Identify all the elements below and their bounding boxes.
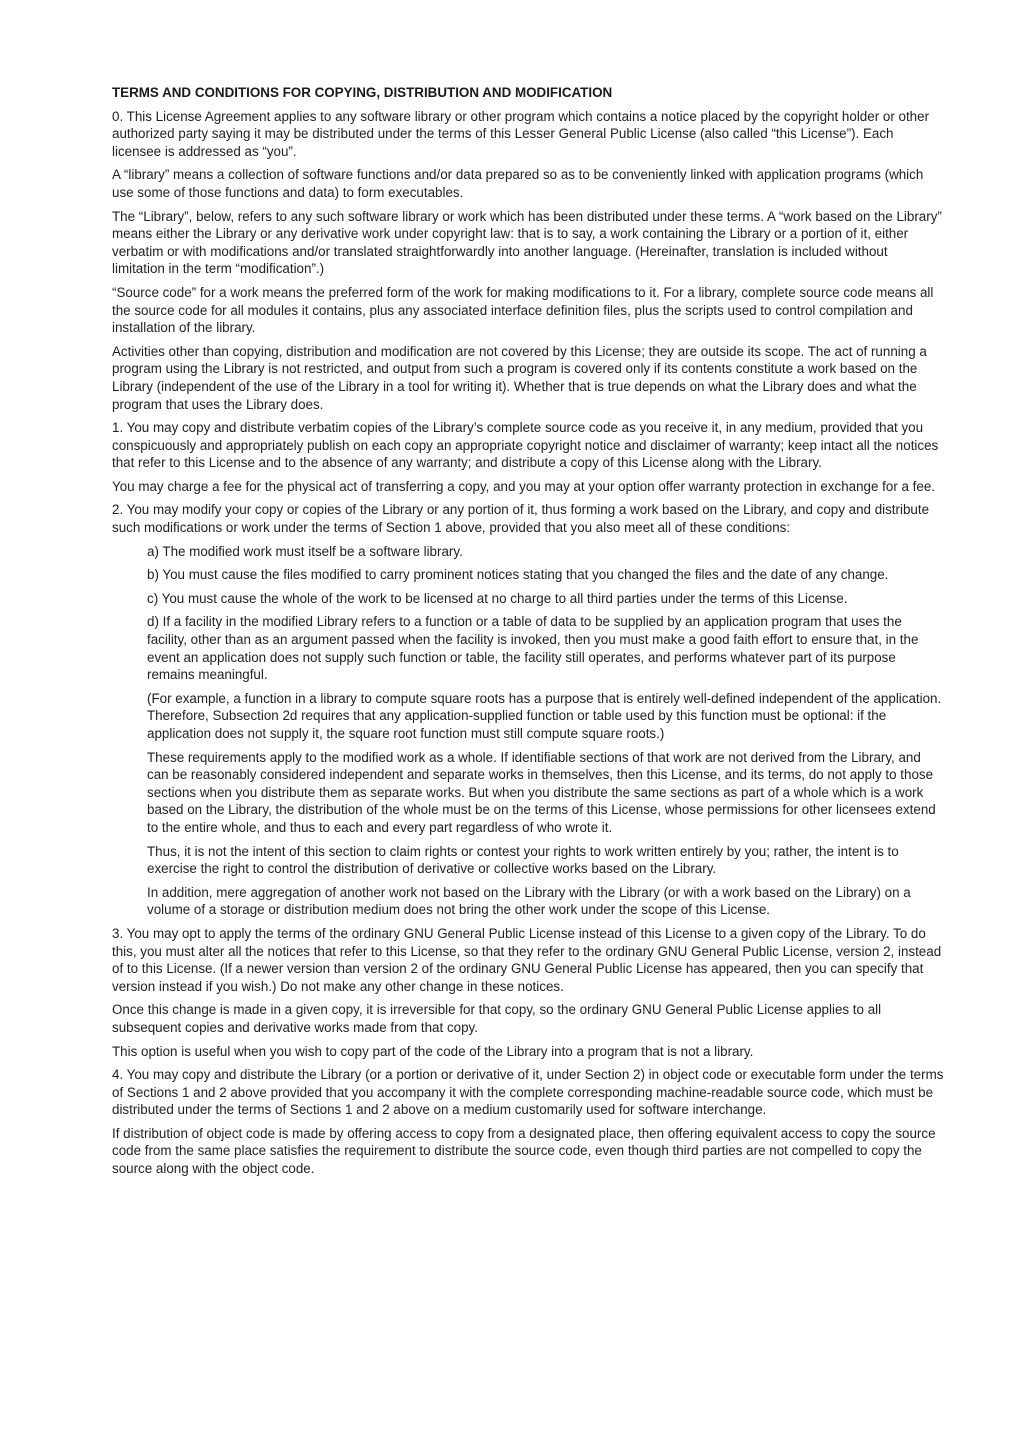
paragraph-example: (For example, a function in a library to compute square roots has a purpose that is entirely well-defined independent of the application. Therefore, Subsection 2d requires that any application-supplied function or table used by this function must be optional: if the application does not supply it, the square root function must still compute square roots.) xyxy=(147,690,942,741)
paragraph-fee: You may charge a fee for the physical act of transferring a copy, and you may at your option offer warranty protection in exchange for a fee. xyxy=(112,478,935,494)
paragraph-2b: b) You must cause the files modified to carry prominent notices stating that you changed the files and the date of any change. xyxy=(147,567,889,583)
paragraph-object-code: If distribution of object code is made by offering access to copy from a designated place, then offering equivalent access to copy the source code from the same place satisfies the requirement to distribute the source code, even though third parties are not compelled to copy the source along with the object code. xyxy=(112,1125,936,1177)
paragraph-4: 4. You may copy and distribute the Library (or a portion or derivative of it, under Section 2) in object code or executable form under the terms of Sections 1 and 2 above provided that you accompany it with the complete corresponding machine-readable source code, which must be distributed under the terms of Sections 1 and 2 above on a medium customarily used for software interchange. xyxy=(112,1067,944,1118)
paragraph-irreversible: Once this change is made in a given copy, it is irreversible for that copy, so the ordinary GNU General Public License applies to all subsequent copies and derivative works made from that copy. xyxy=(112,1002,882,1035)
paragraph-2: 2. You may modify your copy or copies of the Library or any portion of it, thus forming a work based on the Library, and copy and distribute such modifications or work under the terms of Section 1 above, provided that you also meet all of these conditions: xyxy=(112,502,930,536)
paragraph-0: 0. This License Agreement applies to any software library or other program which contains a notice placed by the copyright holder or other authorized party saying it may be distributed under the terms of this Lesser General Public License (also called “this License”). Each licensee is addressed as “you”. xyxy=(112,108,930,159)
paragraph-option-useful: This option is useful when you wish to copy part of the code of the Library into a program that is not a library. xyxy=(112,1043,754,1059)
document-page xyxy=(112,84,944,1184)
paragraph-activities: Activities other than copying, distribution and modification are not covered by this License; they are outside its scope. The act of running a program using the Library is not restricted, and output from such a program is covered only if its contents constitute a work based on the Library (independent of the use of the Library in a tool for writing it). Whether that is true depends on what the Library does and what the program that uses the Library does. xyxy=(112,343,927,412)
paragraph-intent: Thus, it is not the intent of this section to claim rights or contest your rights to work written entirely by you; rather, the intent is to exercise the right to control the distribution of derivative or collective works based on the Library. xyxy=(147,843,899,877)
paragraph-library-term: The “Library”, below, refers to any such software library or work which has been distributed under these terms. A “work based on the Library” means either the Library or any derivative work under copyright law: that is to say, a work containing the Library or a portion of it, either verbatim or with modifications and/or translated straightforwardly into another language. (Hereinafter, translation is included without limitation in the term “modification”.) xyxy=(112,208,942,277)
paragraph-1: 1. You may copy and distribute verbatim copies of the Library’s complete source code as you receive it, in any medium, provided that you conspicuously and appropriately publish on each copy an appropriate copyright notice and disclaimer of warranty; keep intact all the notices that refer to this License and to the absence of any warranty; and distribute a copy of this License along with the Library. xyxy=(112,420,939,471)
paragraph-3: 3. You may opt to apply the terms of the ordinary GNU General Public License instead of this License to a given copy of the Library. To do this, you must alter all the notices that refer to this License, so that they refer to the ordinary GNU General Public License, version 2, instead of to this License. (If a newer version than version 2 of the ordinary GNU General Public License has appeared, then you can specify that version instead if you wish.) Do not make any other change in these notices. xyxy=(112,925,942,994)
paragraph-2c: c) You must cause the whole of the work to be licensed at no charge to all third parties under the terms of this License. xyxy=(147,590,848,606)
paragraph-2d: d) If a facility in the modified Library refers to a function or a table of data to be supplied by an application program that uses the facility, other than as an argument passed when the facility is invoked, then you must make a good faith effort to ensure that, in the event an application does not supply such function or table, the facility still operates, and performs whatever part of its purpose remains meaningful. xyxy=(147,614,919,683)
paragraph-library-definition: A “library” means a collection of software functions and/or data prepared so as to be conveniently linked with application programs (which use some of those functions and data) to form executables. xyxy=(112,167,924,200)
paragraph-2a: a) The modified work must itself be a software library. xyxy=(147,543,463,559)
paragraph-requirements: These requirements apply to the modified work as a whole. If identifiable sections of that work are not derived from the Library, and can be reasonably considered independent and separate works in themselves, then this License, and its terms, do not apply to those sections when you distribute them as separate works. But when you distribute the same sections as part of a whole which is a work based on the Library, the distribution of the whole must be on the terms of this License, whose permissions for other licensees extend to the entire whole, and thus to each and every part regardless of who wrote it. xyxy=(147,749,936,835)
document-title: TERMS AND CONDITIONS FOR COPYING, DISTRIBUTION AND MODIFICATION xyxy=(112,85,613,100)
paragraph-source-code: “Source code” for a work means the preferred form of the work for making modifications to it. For a library, complete source code means all the source code for all modules it contains, plus any associated interface definition files, plus the scripts used to control compilation and installation of the library. xyxy=(112,284,934,336)
paragraph-aggregation: In addition, mere aggregation of another work not based on the Library with the Library (or with a work based on the Library) on a volume of a storage or distribution medium does not bring the other work under the scope of this License. xyxy=(147,884,911,918)
